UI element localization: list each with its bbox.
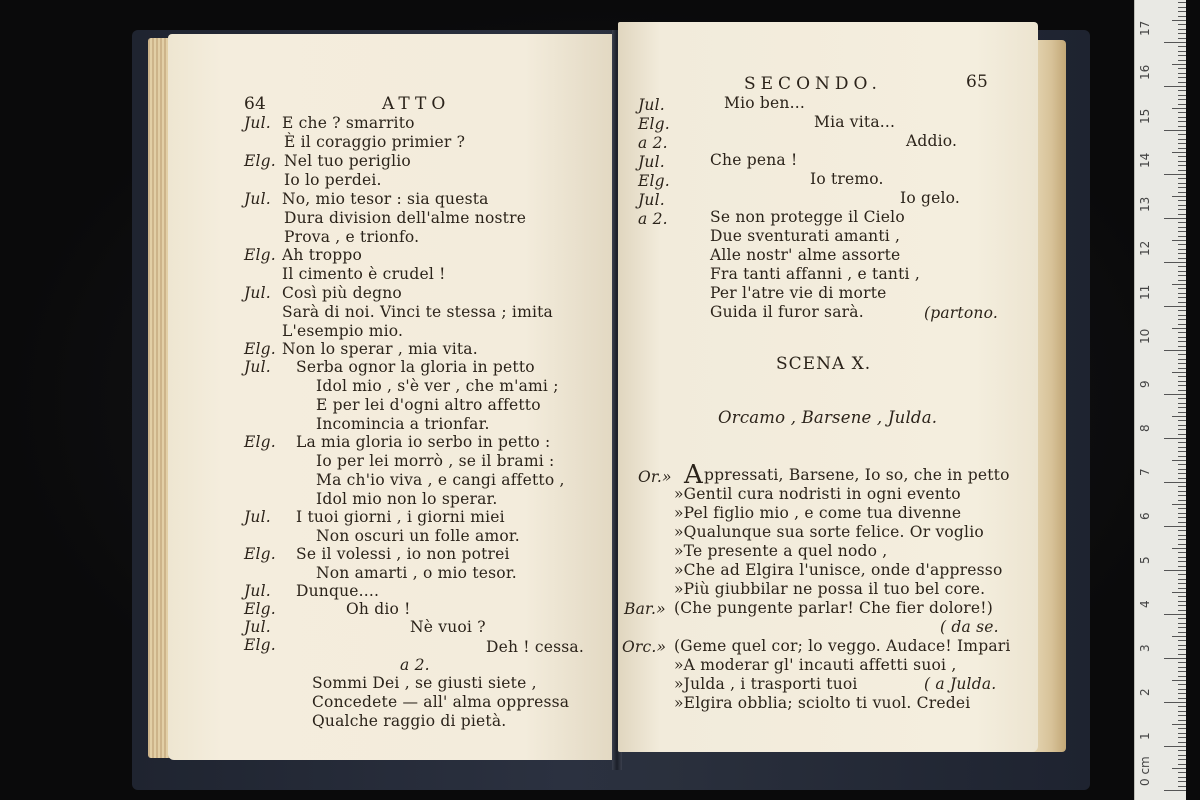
speaker: Elg. (244, 636, 276, 654)
speaker: Jul. (244, 582, 271, 600)
ruler-tick (1178, 139, 1186, 140)
ruler-tick (1178, 7, 1186, 8)
ruler-tick (1178, 99, 1186, 100)
ruler-tick (1178, 275, 1186, 276)
ruler-mark: 6 (1138, 512, 1152, 520)
ruler-tick (1172, 328, 1186, 329)
verse-line: Dura division dell'alme nostre (284, 209, 527, 227)
ruler-tick (1178, 310, 1186, 311)
ruler-tick (1178, 640, 1186, 641)
ruler-tick (1178, 579, 1186, 580)
verse-line: Ah troppo (282, 246, 363, 264)
ruler-tick (1178, 456, 1186, 457)
ruler-tick (1178, 244, 1186, 245)
verse-line: Serba ognor la gloria in petto (296, 358, 535, 376)
verse-line: Così più degno (282, 284, 402, 302)
verse-line: Dunque.... (296, 582, 380, 600)
ruler-tick (1164, 174, 1186, 175)
ruler-tick (1178, 209, 1186, 210)
ruler-tick (1178, 561, 1186, 562)
ruler-mark: 5 (1138, 556, 1152, 564)
ruler-tick (1164, 438, 1186, 439)
speaker: Jul. (244, 618, 271, 636)
ruler-tick (1178, 706, 1186, 707)
ruler-tick (1178, 134, 1186, 135)
dialogue-line: »A moderar gl' incauti affetti suoi , (674, 656, 957, 674)
speaker: Elg. (244, 152, 276, 170)
ruler-tick (1178, 376, 1186, 377)
ruler-tick (1172, 724, 1186, 725)
ruler-tick (1172, 416, 1186, 417)
page-number: 64 (244, 94, 267, 114)
ruler-tick (1178, 764, 1186, 765)
ruler-tick (1178, 46, 1186, 47)
ruler-tick (1178, 126, 1186, 127)
ruler-tick (1178, 297, 1186, 298)
ruler-tick (1178, 302, 1186, 303)
ruler-tick (1178, 11, 1186, 12)
ruler-tick (1172, 284, 1186, 285)
ruler-tick (1178, 552, 1186, 553)
ruler-mark: 9 (1138, 380, 1152, 388)
ruler-tick (1178, 654, 1186, 655)
ruler-mark: 1 (1138, 732, 1152, 740)
ruler-mark: 7 (1138, 468, 1152, 476)
speaker: Elg. (244, 600, 276, 618)
ruler-tick (1178, 121, 1186, 122)
verse-line: Concedete — all' alma oppressa (312, 693, 570, 711)
verse-line: Guida il furor sarà. (710, 303, 864, 321)
speaker: Jul. (244, 114, 271, 132)
ruler-tick (1164, 42, 1186, 43)
ruler-tick (1178, 588, 1186, 589)
ruler-tick (1178, 522, 1186, 523)
verse-line: Nel tuo periglio (284, 152, 411, 170)
ruler-tick (1178, 170, 1186, 171)
ruler-tick (1178, 684, 1186, 685)
ruler-tick (1172, 196, 1186, 197)
speaker: Elg. (244, 545, 276, 563)
speaker: Jul. (244, 358, 271, 376)
verse-line: Sommi Dei , se giusti siete , (312, 674, 537, 692)
verse-line: L'esempio mio. (282, 322, 404, 340)
ruler-tick (1172, 20, 1186, 21)
ruler-tick (1178, 95, 1186, 96)
ruler-tick (1164, 394, 1186, 395)
ruler-mark: 11 (1138, 284, 1152, 300)
verse-line: Sarà di noi. Vinci te stessa ; imita (282, 303, 553, 321)
speaker: Jul. (638, 153, 665, 171)
ruler-tick (1178, 368, 1186, 369)
measurement-ruler (1134, 0, 1186, 800)
speaker: Jul. (638, 96, 665, 114)
ruler-tick (1178, 711, 1186, 712)
ruler-tick (1178, 266, 1186, 267)
ruler-tick (1178, 781, 1186, 782)
verse-line: Io per lei morrò , se il brami : (316, 452, 555, 470)
speaker: Elg. (244, 433, 276, 451)
ruler-tick (1178, 403, 1186, 404)
verse-line: Io lo perdei. (284, 171, 382, 189)
ruler-tick (1178, 381, 1186, 382)
dialogue-line: ppressati, Barsene, Io so, che in petto (704, 466, 1010, 484)
ruler-mark: 13 (1138, 196, 1152, 212)
verse-line: Nè vuoi ? (410, 618, 486, 636)
ruler-tick (1164, 130, 1186, 131)
ruler-tick (1178, 112, 1186, 113)
ruler-mark: 15 (1138, 108, 1152, 124)
ruler-tick (1178, 82, 1186, 83)
ruler-tick (1164, 86, 1186, 87)
ruler-tick (1178, 495, 1186, 496)
verse-line: E per lei d'ogni altro affetto (316, 396, 541, 414)
ruler-tick (1178, 73, 1186, 74)
ruler-tick (1164, 218, 1186, 219)
ruler-mark: 12 (1138, 240, 1152, 256)
ruler-tick (1178, 148, 1186, 149)
ruler-tick (1178, 337, 1186, 338)
ruler-tick (1178, 288, 1186, 289)
verse-line: Oh dio ! (346, 600, 411, 618)
ruler-tick (1178, 16, 1186, 17)
verse-line: Se il volessi , io non potrei (296, 545, 510, 563)
verse-line: Qualche raggio di pietà. (312, 712, 507, 730)
verse-line: È il coraggio primier ? (284, 133, 466, 151)
ruler-tick (1178, 253, 1186, 254)
ruler-mark: 14 (1138, 152, 1152, 168)
verse-line: Se non protegge il Cielo (710, 208, 905, 226)
verse-line: La mia gloria io serbo in petto : (296, 433, 551, 451)
speaker: Jul. (244, 284, 271, 302)
ruler-tick (1178, 759, 1186, 760)
dialogue-line: (Che pungente parlar! Che fier dolore!) (674, 599, 993, 617)
ruler-tick (1178, 671, 1186, 672)
ruler-tick (1178, 596, 1186, 597)
ruler-tick (1178, 601, 1186, 602)
verse-line: Che pena ! (710, 151, 798, 169)
ruler-tick (1172, 592, 1186, 593)
character-list: Orcamo , Barsene , Julda. (718, 408, 938, 427)
verse-line: Due sventurati amanti , (710, 227, 901, 245)
speaker: Orc.» (622, 638, 667, 656)
ruler-tick (1178, 728, 1186, 729)
ruler-tick (1178, 742, 1186, 743)
speaker: Elg. (244, 340, 276, 358)
ruler-tick (1178, 486, 1186, 487)
ruler-tick (1178, 618, 1186, 619)
ruler-tick (1178, 156, 1186, 157)
verse-line: Il cimento è crudel ! (282, 265, 446, 283)
ruler-tick (1178, 398, 1186, 399)
ruler-tick (1172, 504, 1186, 505)
drop-initial: A (684, 460, 703, 490)
speaker: Or.» (638, 468, 672, 486)
ruler-mark: 17 (1138, 20, 1152, 36)
ruler-tick (1178, 293, 1186, 294)
ruler-tick (1178, 332, 1186, 333)
dialogue-line: »Pel figlio mio , e come tua divenne (674, 504, 962, 522)
ruler-tick (1178, 412, 1186, 413)
ruler-tick (1178, 315, 1186, 316)
ruler-tick (1178, 161, 1186, 162)
speaker: Elg. (638, 172, 670, 190)
ruler-tick (1178, 605, 1186, 606)
ruler-tick (1178, 720, 1186, 721)
verse-line: Non amarti , o mio tesor. (316, 564, 517, 582)
ruler-tick (1172, 240, 1186, 241)
ruler-tick (1178, 33, 1186, 34)
dialogue-line: »Elgira obblia; sciolto ti vuol. Credei (674, 694, 971, 712)
ruler-tick (1178, 535, 1186, 536)
ruler-tick (1178, 513, 1186, 514)
ruler-tick (1164, 790, 1186, 791)
ruler-tick (1178, 104, 1186, 105)
ruler-tick (1178, 205, 1186, 206)
ruler-tick (1178, 662, 1186, 663)
ruler-tick (1178, 566, 1186, 567)
ruler-tick (1178, 231, 1186, 232)
ruler-tick (1178, 165, 1186, 166)
ruler-tick (1178, 557, 1186, 558)
verse-line: Mia vita... (814, 113, 896, 131)
ruler-tick (1178, 143, 1186, 144)
dialogue-line: »Che ad Elgira l'unisce, onde d'appresso (674, 561, 1003, 579)
verse-line: Idol mio non lo sperar. (316, 490, 498, 508)
stage-direction: (partono. (924, 304, 998, 322)
ruler-tick (1178, 214, 1186, 215)
verse-line: Ma ch'io viva , e cangi affetto , (316, 471, 565, 489)
ruler-tick (1178, 68, 1186, 69)
running-head: ATTO (382, 94, 451, 114)
ruler-tick (1178, 530, 1186, 531)
ruler-mark: 4 (1138, 600, 1152, 608)
ruler-tick (1178, 689, 1186, 690)
ruler-tick (1178, 354, 1186, 355)
verse-line: Idol mio , s'è ver , che m'ami ; (316, 377, 559, 395)
ruler-tick (1178, 187, 1186, 188)
ruler-tick (1164, 526, 1186, 527)
dialogue-line: »Più giubbilar ne possa il tuo bel core. (674, 580, 986, 598)
ruler-tick (1178, 583, 1186, 584)
ruler-tick (1178, 341, 1186, 342)
ruler-tick (1178, 645, 1186, 646)
a-due-marker: a 2. (400, 656, 430, 674)
ruler-tick (1178, 491, 1186, 492)
ruler-tick (1172, 460, 1186, 461)
ruler-tick (1178, 786, 1186, 787)
ruler-tick (1178, 55, 1186, 56)
ruler-tick (1178, 464, 1186, 465)
ruler-tick (1178, 451, 1186, 452)
speaker: a 2. (638, 134, 668, 152)
speaker: Jul. (638, 191, 665, 209)
ruler-tick (1178, 649, 1186, 650)
ruler-tick (1172, 108, 1186, 109)
ruler-tick (1178, 733, 1186, 734)
verse-line: Io gelo. (900, 189, 961, 207)
verse-line: E che ? smarrito (282, 114, 415, 132)
ruler-tick (1164, 350, 1186, 351)
ruler-tick (1178, 222, 1186, 223)
dialogue-line: (Geme quel cor; lo veggo. Audace! Impari (674, 637, 1011, 655)
ruler-tick (1178, 623, 1186, 624)
ruler-tick (1178, 772, 1186, 773)
verse-line: Non oscuri un folle amor. (316, 527, 520, 545)
ruler-tick (1172, 548, 1186, 549)
ruler-tick (1178, 385, 1186, 386)
ruler-tick (1178, 478, 1186, 479)
verse-line: Addio. (906, 132, 958, 150)
ruler-tick (1172, 152, 1186, 153)
ruler-tick (1178, 627, 1186, 628)
ruler-tick (1178, 51, 1186, 52)
ruler-tick (1178, 359, 1186, 360)
ruler-tick (1164, 746, 1186, 747)
ruler-tick (1178, 469, 1186, 470)
ruler-tick (1178, 77, 1186, 78)
ruler-tick (1178, 632, 1186, 633)
dialogue-line: »Te presente a quel nodo , (674, 542, 888, 560)
ruler-tick (1178, 178, 1186, 179)
ruler-tick (1178, 319, 1186, 320)
ruler-tick (1178, 38, 1186, 39)
ruler-tick (1164, 658, 1186, 659)
verse-line: Non lo sperar , mia vita. (282, 340, 478, 358)
ruler-tick (1178, 249, 1186, 250)
ruler-tick (1178, 676, 1186, 677)
speaker: Elg. (638, 115, 670, 133)
ruler-tick (1172, 680, 1186, 681)
ruler-tick (1178, 539, 1186, 540)
ruler-tick (1164, 306, 1186, 307)
ruler-tick (1164, 614, 1186, 615)
ruler-tick (1178, 610, 1186, 611)
ruler-tick (1178, 750, 1186, 751)
ruler-tick (1178, 544, 1186, 545)
ruler-tick (1178, 29, 1186, 30)
verse-line: Mio ben... (724, 94, 805, 112)
ruler-tick (1178, 346, 1186, 347)
verse-line: Fra tanti affanni , e tanti , (710, 265, 920, 283)
ruler-unit-label: 0 cm (1138, 756, 1152, 786)
ruler-tick (1172, 64, 1186, 65)
stage-direction: ( da se. (940, 618, 999, 636)
ruler-tick (1178, 508, 1186, 509)
ruler-mark: 8 (1138, 424, 1152, 432)
page-stack-left (148, 38, 170, 758)
ruler-tick (1178, 117, 1186, 118)
ruler-tick (1172, 768, 1186, 769)
ruler-tick (1178, 737, 1186, 738)
ruler-tick (1178, 693, 1186, 694)
ruler-tick (1164, 482, 1186, 483)
ruler-tick (1178, 2, 1186, 3)
left-page (168, 34, 614, 760)
ruler-tick (1172, 372, 1186, 373)
dialogue-line: »Gentil cura nodristi in ogni evento (674, 485, 961, 503)
speaker: Jul. (244, 190, 271, 208)
right-page (618, 22, 1038, 752)
verse-line: Prova , e trionfo. (284, 228, 420, 246)
ruler-tick (1178, 434, 1186, 435)
ruler-tick (1178, 755, 1186, 756)
running-head: SECONDO. (744, 74, 882, 94)
ruler-mark: 3 (1138, 644, 1152, 652)
verse-line: Deh ! cessa. (486, 638, 584, 656)
ruler-tick (1178, 271, 1186, 272)
speaker: Elg. (244, 246, 276, 264)
ruler-mark: 16 (1138, 64, 1152, 80)
ruler-tick (1178, 442, 1186, 443)
ruler-tick (1164, 570, 1186, 571)
verse-line: I tuoi giorni , i giorni miei (296, 508, 505, 526)
verse-line: Io tremo. (810, 170, 884, 188)
ruler-tick (1178, 425, 1186, 426)
ruler-tick (1178, 777, 1186, 778)
verse-line: No, mio tesor : sia questa (282, 190, 489, 208)
dialogue-line: »Julda , i trasporti tuoi (674, 675, 858, 693)
ruler-tick (1178, 715, 1186, 716)
ruler-tick (1178, 517, 1186, 518)
speaker: Jul. (244, 508, 271, 526)
ruler-tick (1178, 227, 1186, 228)
ruler-tick (1178, 200, 1186, 201)
ruler-mark: 2 (1138, 688, 1152, 696)
ruler-tick (1164, 702, 1186, 703)
ruler-tick (1178, 183, 1186, 184)
ruler-tick (1178, 324, 1186, 325)
ruler-tick (1178, 447, 1186, 448)
ruler-tick (1178, 574, 1186, 575)
ruler-tick (1178, 420, 1186, 421)
ruler-mark: 10 (1138, 328, 1152, 344)
ruler-tick (1178, 429, 1186, 430)
ruler-tick (1178, 667, 1186, 668)
ruler-tick (1178, 363, 1186, 364)
ruler-tick (1178, 280, 1186, 281)
ruler-tick (1178, 407, 1186, 408)
dialogue-line: »Qualunque sua sorte felice. Or voglio (674, 523, 984, 541)
ruler-tick (1178, 24, 1186, 25)
verse-line: Incomincia a trionfar. (316, 415, 490, 433)
ruler-tick (1178, 192, 1186, 193)
page-number: 65 (966, 72, 989, 92)
verse-line: Alle nostr' alme assorte (710, 246, 901, 264)
scene-title: SCENA X. (776, 354, 872, 374)
ruler-tick (1178, 258, 1186, 259)
ruler-tick (1178, 698, 1186, 699)
ruler-tick (1178, 236, 1186, 237)
ruler-tick (1178, 473, 1186, 474)
verse-line: Per l'atre vie di morte (710, 284, 887, 302)
ruler-tick (1178, 60, 1186, 61)
stage-direction: ( a Julda. (924, 675, 997, 693)
ruler-tick (1172, 636, 1186, 637)
ruler-tick (1178, 390, 1186, 391)
ruler-tick (1178, 90, 1186, 91)
ruler-tick (1164, 262, 1186, 263)
ruler-tick (1178, 500, 1186, 501)
speaker: a 2. (638, 210, 668, 228)
speaker: Bar.» (624, 600, 666, 618)
